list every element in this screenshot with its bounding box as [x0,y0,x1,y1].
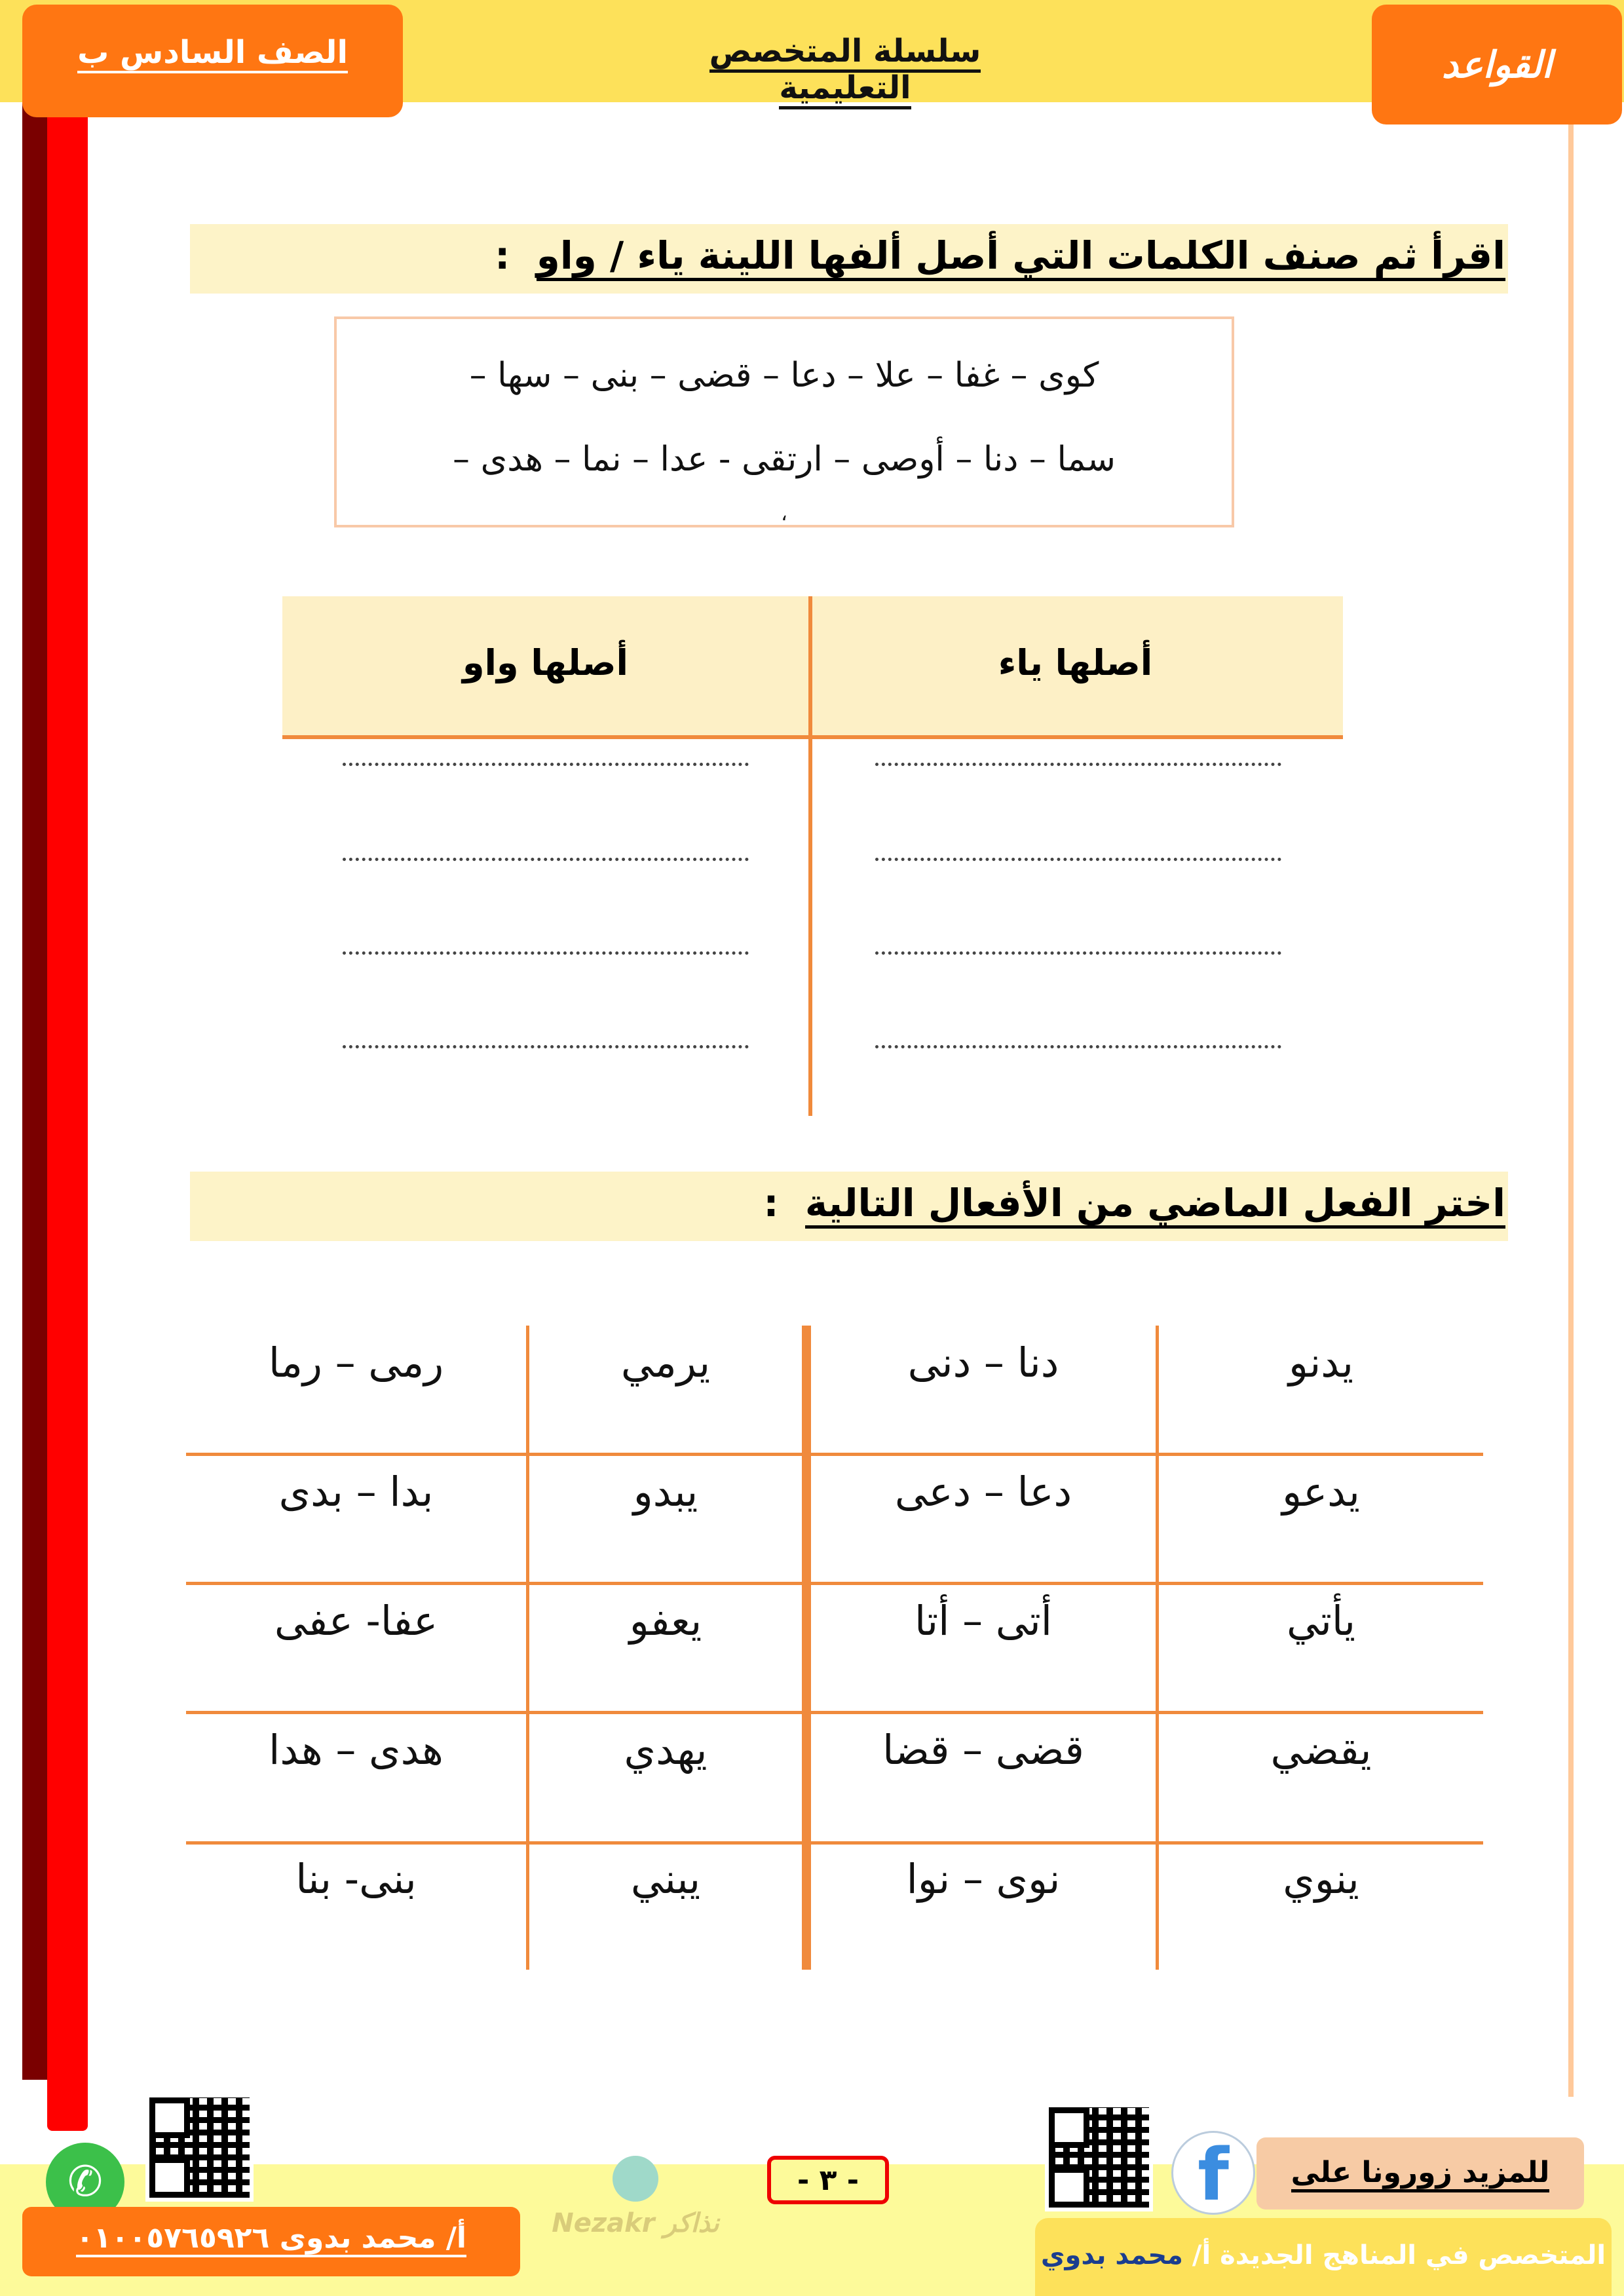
present-verb-cell: يهدي [624,1726,708,1774]
past-choice-cell[interactable]: قضى – قضا [882,1726,1084,1774]
answer-blank[interactable] [343,1045,749,1048]
row-divider [186,1582,1483,1585]
side-bar-red [47,98,88,2131]
answer-blank[interactable] [343,951,749,955]
colon: : [495,233,510,278]
phone-number: ٠١٠٠٥٧٦٥٩٢٦ [75,2221,270,2255]
present-verb-cell: يأتي [1286,1597,1356,1645]
past-choice-cell[interactable]: دنا – دنى [907,1339,1059,1387]
series-label: سلسلة المتخصص التعليمية [709,33,981,109]
grade-badge [22,5,403,117]
present-verb-cell: يدعو [1282,1468,1360,1516]
answer-blank[interactable] [875,858,1281,861]
past-choice-cell[interactable]: نوى – نوا [906,1855,1061,1903]
section1-heading [190,224,1508,294]
colon: : [763,1181,779,1225]
row-divider [186,1711,1483,1714]
row-divider [186,1841,1483,1845]
teacher-name: أ/ محمد بدوى [280,2221,466,2257]
graduate-icon [613,2156,658,2202]
row-divider [186,1453,1483,1456]
present-verb-cell: ينوي [1283,1855,1359,1903]
facebook-qr-code[interactable] [1045,2103,1153,2211]
series-title [655,33,1035,106]
past-choice-cell[interactable]: هدى – هدا [269,1726,444,1774]
present-verb-cell: يقضي [1270,1726,1372,1774]
answer-blank[interactable] [875,763,1281,766]
past-choice-cell[interactable]: أتى – أتا [915,1597,1052,1645]
footer-brand [1035,2218,1612,2296]
present-verb-cell: يبني [630,1855,701,1903]
page-number: - ٣ - [767,2156,889,2204]
present-verb-cell: يبدو [633,1468,698,1516]
answer-blank[interactable] [343,858,749,861]
answer-blank[interactable] [343,763,749,766]
past-choice-cell[interactable]: بنى- بنا [295,1855,417,1903]
past-choice-cell[interactable]: دعا – دعى [894,1468,1072,1516]
right-border-line [1568,124,1574,2097]
grade-label: الصف السادس ب [77,34,348,73]
logo-text: Nezakr نذاكر [552,2208,719,2238]
answer-blank[interactable] [875,951,1281,955]
past-choice-cell[interactable]: عفا- عفى [274,1597,438,1645]
teacher-phone [22,2207,520,2276]
whatsapp-icon[interactable]: ✆ [46,2143,124,2221]
answer-blank[interactable] [875,1045,1281,1048]
header-waw: أصلها واو [462,642,629,683]
column-divider-thick [802,1326,811,1970]
present-verb-cell: يعفو [629,1597,702,1645]
facebook-icon[interactable]: f [1171,2131,1255,2215]
subject-badge: القواعد [1372,5,1622,124]
section2-heading [190,1172,1508,1241]
words-line: ، [781,503,787,526]
words-line: كوى – غفا – علا – دعا – قضى – بنى – سها – [469,356,1099,395]
present-verb-cell: يرمي [620,1339,711,1387]
past-choice-cell[interactable]: رمى – رما [268,1339,444,1387]
nezakr-logo [544,2156,727,2287]
verbs-table [186,1326,1483,1970]
side-bar-dark [22,98,47,2080]
words-line: سما – دنا – أوصى – ارتقى - عدا – نما – هدى – [453,440,1116,479]
header-yaa: أصلها ياء [998,642,1153,683]
word-box [334,316,1234,527]
section1-title: اقرأ ثم صنف الكلمات التي أصل ألفها اللينة ياء / واو [537,233,1505,281]
past-choice-cell[interactable]: بدا – بدى [278,1468,434,1516]
visit-text: للمزيد زورونا على [1291,2156,1550,2192]
present-verb-cell: يدنو [1288,1339,1354,1387]
brand-text: المتخصص في المناهج الجديدة أ/ [1192,2240,1606,2270]
section2-title: اختر الفعل الماضي من الأفعال التالية [805,1181,1505,1229]
visit-us-label [1256,2137,1584,2210]
whatsapp-qr-code[interactable] [145,2094,254,2202]
classification-table [282,596,1343,1116]
brand-name: محمد بدوي [1040,2240,1183,2270]
